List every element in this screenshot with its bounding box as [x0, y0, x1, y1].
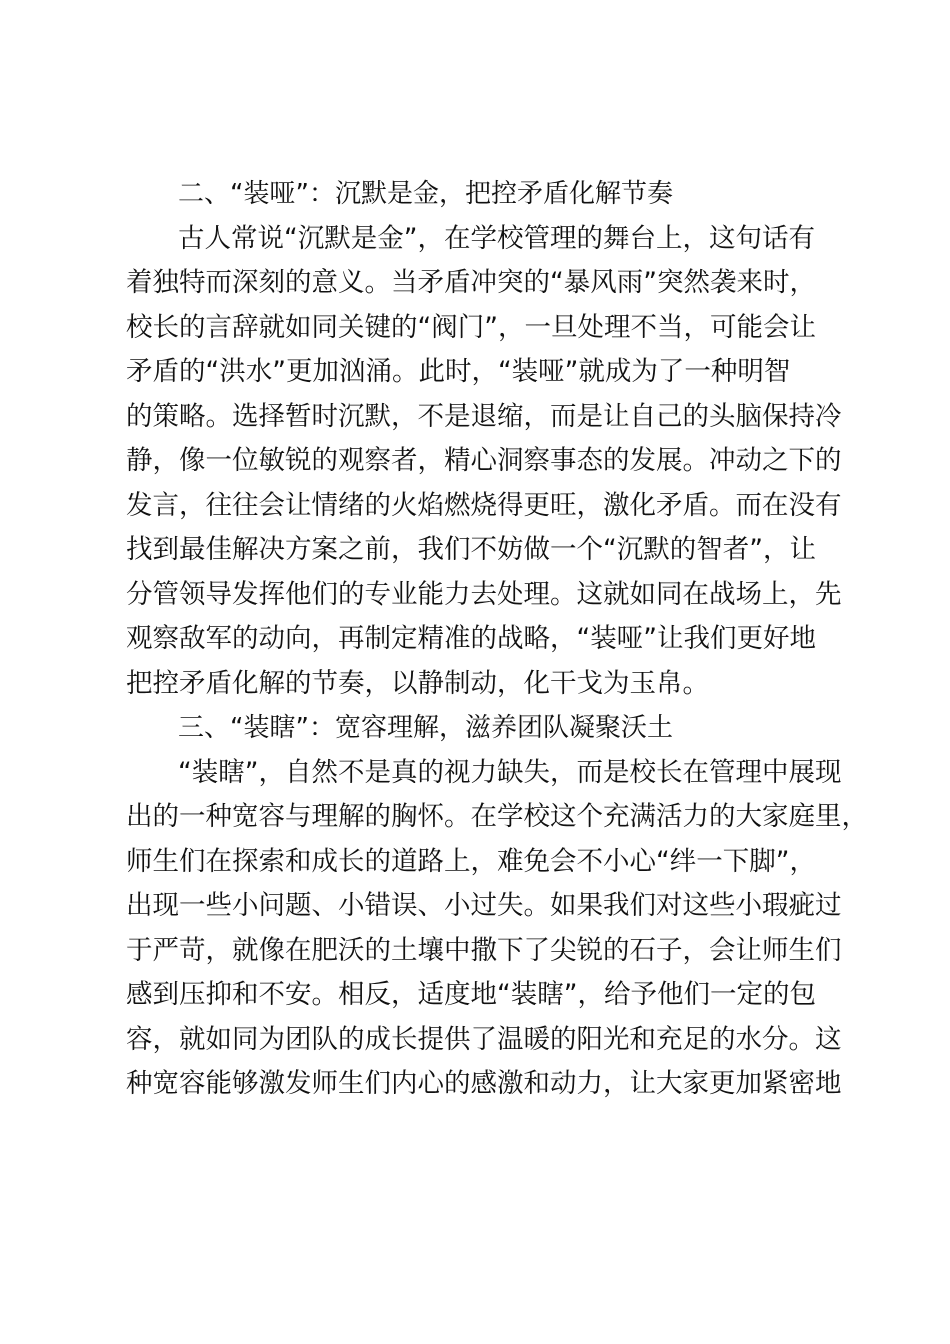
paragraph-line: 古人常说“沉默是金”，在学校管理的舞台上，这句话有 — [178, 222, 815, 254]
paragraph-line: 静，像一位敏锐的观察者，精心洞察事态的发展。冲动之下的 — [126, 445, 842, 476]
paragraph-line: 把控矛盾化解的节奏，以静制动，化干戈为玉帛。 — [126, 667, 709, 699]
paragraph-line: 师生们在探索和成长的道路上，难免会不小心“绊一下脚”， — [126, 845, 816, 877]
section-3-paragraph — [126, 751, 868, 1107]
paragraph-line: 感到压抑和不安。相反，适度地“装瞎”，给予他们一定的包 — [126, 979, 816, 1010]
paragraph-line: 校长的言辞就如同关键的“阀门”，一旦处理不当，可能会让 — [126, 311, 816, 343]
paragraph-line: 出的一种宽容与理解的胸怀。在学校这个充满活力的大家庭里， — [126, 801, 868, 832]
paragraph-line: 的策略。选择暂时沉默，不是退缩，而是让自己的头脑保持冷 — [126, 400, 842, 432]
paragraph-line: 着独特而深刻的意义。当矛盾冲突的“暴风雨”突然袭来时， — [126, 267, 816, 298]
document-body — [126, 172, 868, 1107]
paragraph-line: 于严苛，就像在肥沃的土壤中撒下了尖锐的石子，会让师生们 — [126, 934, 842, 966]
paragraph-line: 找到最佳解决方案之前，我们不妨做一个“沉默的智者”，让 — [126, 534, 816, 565]
paragraph-line: 种宽容能够激发师生们内心的感激和动力，让大家更加紧密地 — [126, 1068, 842, 1099]
paragraph-line: 分管领导发挥他们的专业能力去处理。这就如同在战场上，先 — [126, 578, 842, 610]
section-2-heading: 二、“装哑”：沉默是金，把控矛盾化解节奏 — [178, 179, 673, 209]
section-2-paragraph — [126, 217, 842, 707]
paragraph-line: 观察敌军的动向，再制定精准的战略，“装哑”让我们更好地 — [126, 623, 816, 654]
paragraph-line: 矛盾的“洪水”更加汹涌。此时，“装哑”就成为了一种明智 — [126, 356, 791, 387]
section-3-heading: 三、“装瞎”：宽容理解，滋养团队凝聚沃土 — [178, 713, 673, 743]
paragraph-line: “装瞎”，自然不是真的视力缺失，而是校长在管理中展现 — [178, 756, 842, 788]
paragraph-line: 发言，往往会让情绪的火焰燃烧得更旺，激化矛盾。而在没有 — [126, 489, 842, 521]
paragraph-line: 出现一些小问题、小错误、小过失。如果我们对这些小瑕疵过 — [126, 890, 842, 921]
paragraph-line: 容，就如同为团队的成长提供了温暖的阳光和充足的水分。这 — [126, 1023, 842, 1055]
